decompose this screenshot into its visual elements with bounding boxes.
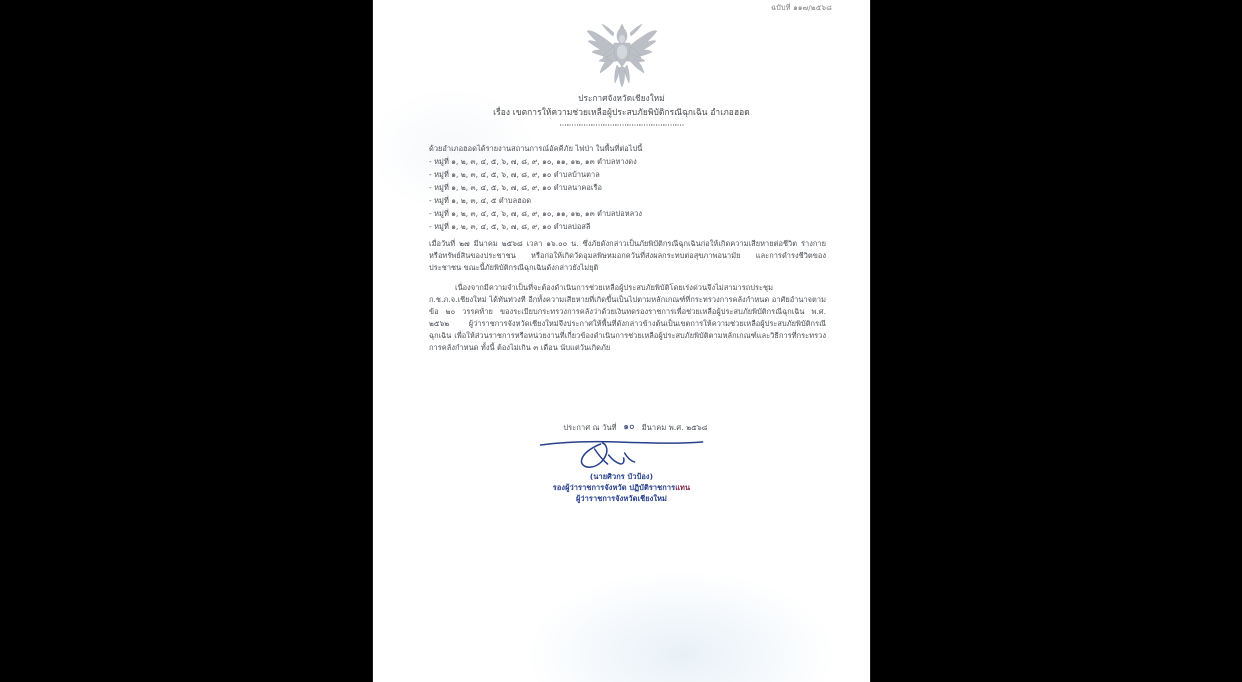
date-prefix-label: ประกาศ ณ วันที่	[563, 423, 617, 432]
lead-sentence: ด้วยอำเภอฮอดได้รายงานสถานการณ์อัคคีภัย ไฟป่า ในพื้นที่ต่อไปนี้	[429, 144, 643, 153]
signatory-role-line-1	[373, 482, 870, 493]
role-stamp-text: แทน	[675, 483, 691, 492]
letterbox-left	[0, 0, 373, 682]
title-divider	[560, 124, 684, 126]
date-suffix-label: มีนาคม พ.ศ. ๒๕๖๘	[641, 423, 708, 432]
signature-block	[373, 420, 870, 504]
list-item: - หมู่ที่ ๑, ๒, ๓, ๔, ๕, ๖, ๗, ๘, ๙, ๑๐ ตำบลนาคอเรือ	[429, 182, 602, 192]
announcement-date	[373, 420, 870, 434]
garuda-emblem	[584, 19, 660, 91]
role-text: รองผู้ว่าราชการจังหวัด ปฏิบัติราชการ	[552, 483, 676, 492]
scanned-document-page	[373, 0, 870, 682]
list-item: - หมู่ที่ ๑, ๒, ๓, ๔, ๕, ๖, ๗, ๘, ๙, ๑๐ ตำบลบ้านตาล	[429, 169, 600, 179]
document-body	[429, 143, 826, 354]
list-item: - หมู่ที่ ๑, ๒, ๓, ๔, ๕, ๖, ๗, ๘, ๙, ๑๐ ตำบลบ่อสลี	[429, 222, 591, 232]
list-item: - หมู่ที่ ๑, ๒, ๓, ๔, ๕, ๖, ๗, ๘, ๙, ๑๐, ๑๑, ๑๒, ๑๓ ตำบลบ่อหลวง	[429, 208, 643, 218]
document-number: ฉบับที่ ๑๑๗/๒๕๖๘	[771, 3, 832, 12]
list-item: - หมู่ที่ ๑, ๒, ๓, ๔, ๕, ๖, ๗, ๘, ๙, ๑๐, ๑๑, ๑๒, ๑๓ ตำบลหางดง	[429, 156, 637, 166]
list-item: - หมู่ที่ ๑, ๒, ๓, ๔, ๕ ตำบลฮอด	[429, 195, 532, 205]
body-paragraph-1: เมื่อวันที่ ๒๗ มีนาคม ๒๕๖๘ เวลา ๑๖.๐๐ น. ซึ่งภัยดังกล่าวเป็นภัยพิบัติกรณีฉุกเฉินก่อให้เกิดความเสียหายต่อชีวิต ร่างกาย หรือทรัพย์สินของประชาชน หรือก่อให้เกิดวัดอุมลพิษหมอกควันที่ส่งผลกระทบต่อสุขภาพอนามัย และการดำรงชีวิตของประชาชน ขณะนี้ภัยพิบัติกรณีฉุกเฉินดังกล่าวยังไม่ยุติ	[429, 238, 826, 272]
handwritten-day: ๑๐	[623, 421, 636, 433]
page-surface	[373, 0, 870, 682]
announcement-subject: เรื่อง เขตการให้ความช่วยเหลือผู้ประสบภัยพิบัติกรณีฉุกเฉิน อำเภอฮอด	[493, 107, 750, 117]
body-paragraph-2: เนื่องจากมีความจำเป็นที่จะต้องดำเนินการช่วยเหลือผู้ประสบภัยพิบัติโดยเร่งด่วนจึงไม่สามารถประชุม ก.ช.ภ.จ.เชียงใหม่ ได้ทันท่วงที อีกทั้งความเสียหายที่เกิดขึ้นเป็นไปตามหลักเกณฑ์ที่กระทรวงการคลังกำหนด อาศัยอำนาจตามข้อ ๒๐ วรรคท้าย ของระเบียบกระทรวงการคลังว่าด้วยเงินทดรองราชการเพื่อช่วยเหลือผู้ประสบภัยพิบัติกรณีฉุกเฉิน พ.ศ. ๒๕๖๒ ผู้ว่าราชการจังหวัดเชียงใหม่จึงประกาศให้พื้นที่ดังกล่าวข้างต้นเป็นเขตการให้ความช่วยเหลือผู้ประสบภัยพิบัติกรณีฉุกเฉิน เพื่อให้ส่วนราชการหรือหน่วยงานที่เกี่ยวข้องดำเนินการช่วยเหลือผู้ประสบภัยพิบัติตามหลักเกณฑ์และวิธีการที่กระทรวงการคลังกำหนด ทั้งนี้ ต้องไม่เกิน ๓ เดือน นับแต่วันเกิดภัย	[429, 282, 826, 352]
signatory-role-line-2: ผู้ว่าราชการจังหวัดเชียงใหม่	[575, 494, 668, 503]
announcement-title: ประกาศจังหวัดเชียงใหม่	[578, 93, 665, 103]
letterbox-right	[870, 0, 1242, 682]
signatory-name: (นายศิวกร บัวป้อง)	[589, 472, 654, 481]
affected-area-list	[429, 156, 826, 233]
handwritten-signature	[373, 437, 870, 471]
document-title-block	[373, 92, 870, 126]
